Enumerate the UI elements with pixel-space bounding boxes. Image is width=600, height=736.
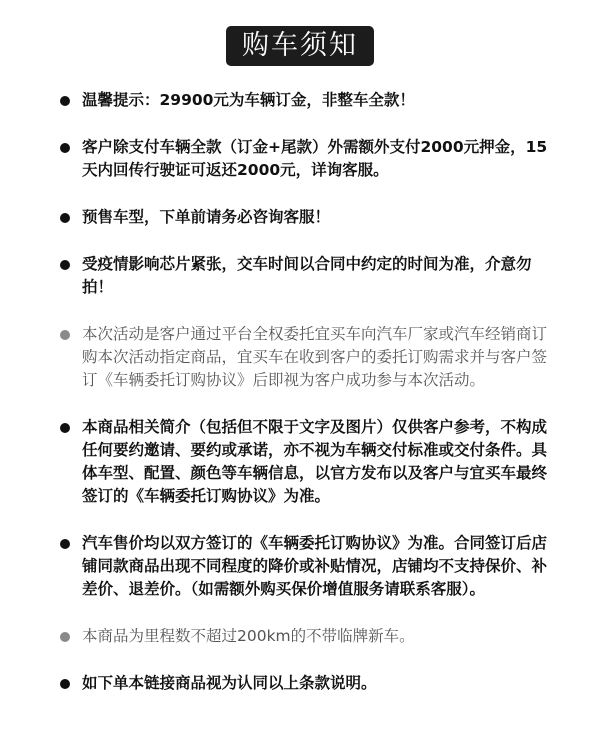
notice-item-activity	[60, 323, 550, 392]
notice-item-agreement	[60, 672, 550, 695]
notice-item-presale	[60, 206, 550, 229]
bullet-dot-icon	[60, 330, 70, 340]
bullet-dot-icon	[60, 96, 70, 106]
bullet-dot-icon	[60, 539, 70, 549]
notice-text: 预售车型，下单前请务必咨询客服！	[82, 208, 331, 226]
notice-item-deposit	[60, 136, 550, 182]
title-container	[0, 26, 600, 66]
notice-text: 温馨提示：29900元为车辆订金，非整车全款！	[82, 91, 415, 109]
notice-text: 受疫情影响芯片紧张，交车时间以合同中约定的时间为准，介意勿拍！	[82, 255, 532, 296]
notice-item-price-policy	[60, 532, 550, 601]
bullet-dot-icon	[60, 632, 70, 642]
notice-item-product-intro	[60, 416, 550, 508]
notice-text: 本商品为里程数不超过200km的不带临牌新车。	[82, 627, 415, 645]
notice-list	[60, 89, 550, 719]
bullet-dot-icon	[60, 679, 70, 689]
bullet-dot-icon	[60, 143, 70, 153]
notice-text: 本次活动是客户通过平台全权委托宜买车向汽车厂家或汽车经销商订购本次活动指定商品，宜买车在收到客户的委托订购需求并与客户签订《车辆委托订购协议》后即视为客户成功参与本次活动。	[82, 325, 548, 389]
notice-text: 客户除支付车辆全款（订金+尾款）外需额外支付2000元押金，15天内回传行驶证可返还2000元，详询客服。	[82, 138, 548, 179]
bullet-dot-icon	[60, 423, 70, 433]
notice-item-mileage	[60, 625, 550, 648]
notice-text: 本商品相关简介（包括但不限于文字及图片）仅供客户参考，不构成任何要约邀请、要约或承诺，亦不视为车辆交付标准或交付条件。具体车型、配置、颜色等车辆信息，以官方发布以及客户与宜买车最终签订的《车辆委托订购协议》为准。	[82, 418, 548, 505]
page-title: 购车须知	[226, 26, 374, 66]
notice-item-warm-tip	[60, 89, 550, 112]
notice-text: 汽车售价均以双方签订的《车辆委托订购协议》为准。合同签订后店铺同款商品出现不同程度的降价或补贴情况，店铺均不支持保价、补差价、退差价。（如需额外购买保价增值服务请联系客服）。	[82, 534, 548, 598]
notice-text: 如下单本链接商品视为认同以上条款说明。	[82, 674, 377, 692]
bullet-dot-icon	[60, 260, 70, 270]
notice-item-delivery-time	[60, 253, 550, 299]
bullet-dot-icon	[60, 213, 70, 223]
